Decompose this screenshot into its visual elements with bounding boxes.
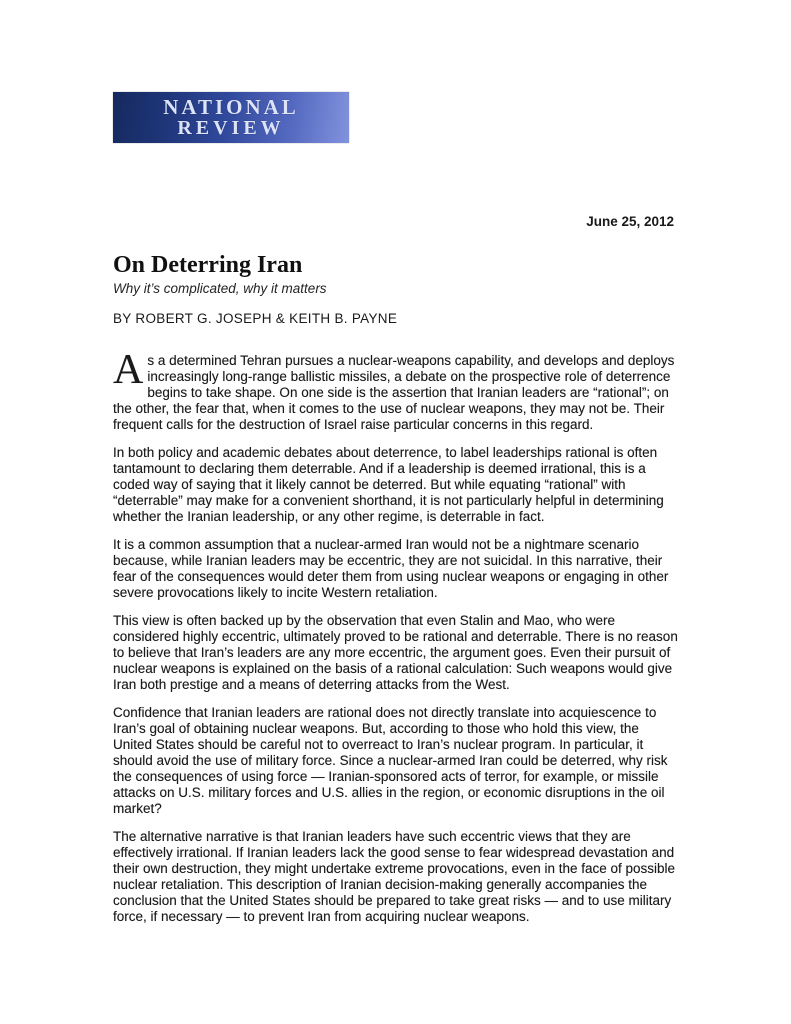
paragraph-lead: [113, 347, 680, 433]
article-byline: BY ROBERT G. JOSEPH & KEITH B. PAYNE: [113, 311, 398, 326]
article-subtitle: Why it’s complicated, why it matters: [113, 281, 327, 296]
logo-line-national: NATIONAL: [163, 94, 299, 119]
paragraph: Confidence that Iranian leaders are rational does not directly translate into acquiescence to Iran’s goal of obtaining nuclear weapons. But, according to those who hold this view, the United States should be careful not to overreact to Iran’s nuclear program. In particular, it should avoid the use of military force. Since a nuclear-armed Iran could be deterred, why risk the consequences of using force — Iranian-sponsored acts of terror, for example, or missile attacks on U.S. military forces and U.S. allies in the region, or economic disruptions in the oil market?: [113, 705, 668, 816]
article-date: June 25, 2012: [586, 214, 674, 229]
paragraph: This view is often backed up by the observation that even Stalin and Mao, who were considered highly eccentric, ultimately proved to be rational and deterrable. There is no reason to believe that Iran’s leaders are any more eccentric, the argument goes. Even their pursuit of nuclear weapons is explained on the basis of a rational calculation: Such weapons would give Iran both prestige and a means of deterring attacks from the West.: [113, 613, 678, 692]
drop-cap: A: [113, 347, 144, 393]
paragraph: The alternative narrative is that Iranian leaders have such eccentric views that they are effectively irrational. If Iranian leaders lack the good sense to fear widespread devastation and their own destruction, they might undertake extreme provocations, even in the face of possible nuclear retaliation. This description of Iranian decision-making generally accompanies the conclusion that the United States should be prepared to take great risks — and to use military force, if necessary — to prevent Iran from acquiring nuclear weapons.: [113, 829, 676, 924]
logo-line-review: REVIEW: [177, 116, 285, 139]
lead-text: s a determined Tehran pursues a nuclear-weapons capability, and develops and deploys increasingly long-range ballistic missiles, a debate on the prospective role of deterrence begins to take shape. On one side is the assertion that Iranian leaders are “rational”; on the other, the fear that, when it comes to the use of nuclear weapons, they may not be. Their frequent calls for the destruction of Israel raise particular concerns in this regard.: [113, 353, 675, 432]
paragraph: In both policy and academic debates about deterrence, to label leaderships rational is often tantamount to declaring them deterrable. And if a leadership is deemed irrational, this is a coded way of saying that it likely cannot be deterred. But while equating “rational” with “deterrable” may make for a convenient shorthand, it is not particularly helpful in determining whether the Iranian leadership, or any other regime, is deterrable in fact.: [113, 445, 664, 524]
paragraph: It is a common assumption that a nuclear-armed Iran would not be a nightmare scenario because, while Iranian leaders may be eccentric, they are not suicidal. In this narrative, their fear of the consequences would deter them from using nuclear weapons or engaging in other severe provocations likely to incite Western retaliation.: [113, 537, 669, 600]
national-review-logo: [113, 92, 349, 143]
content-column: [113, 0, 680, 937]
article-title: On Deterring Iran: [113, 252, 303, 278]
article-body: [113, 347, 680, 925]
